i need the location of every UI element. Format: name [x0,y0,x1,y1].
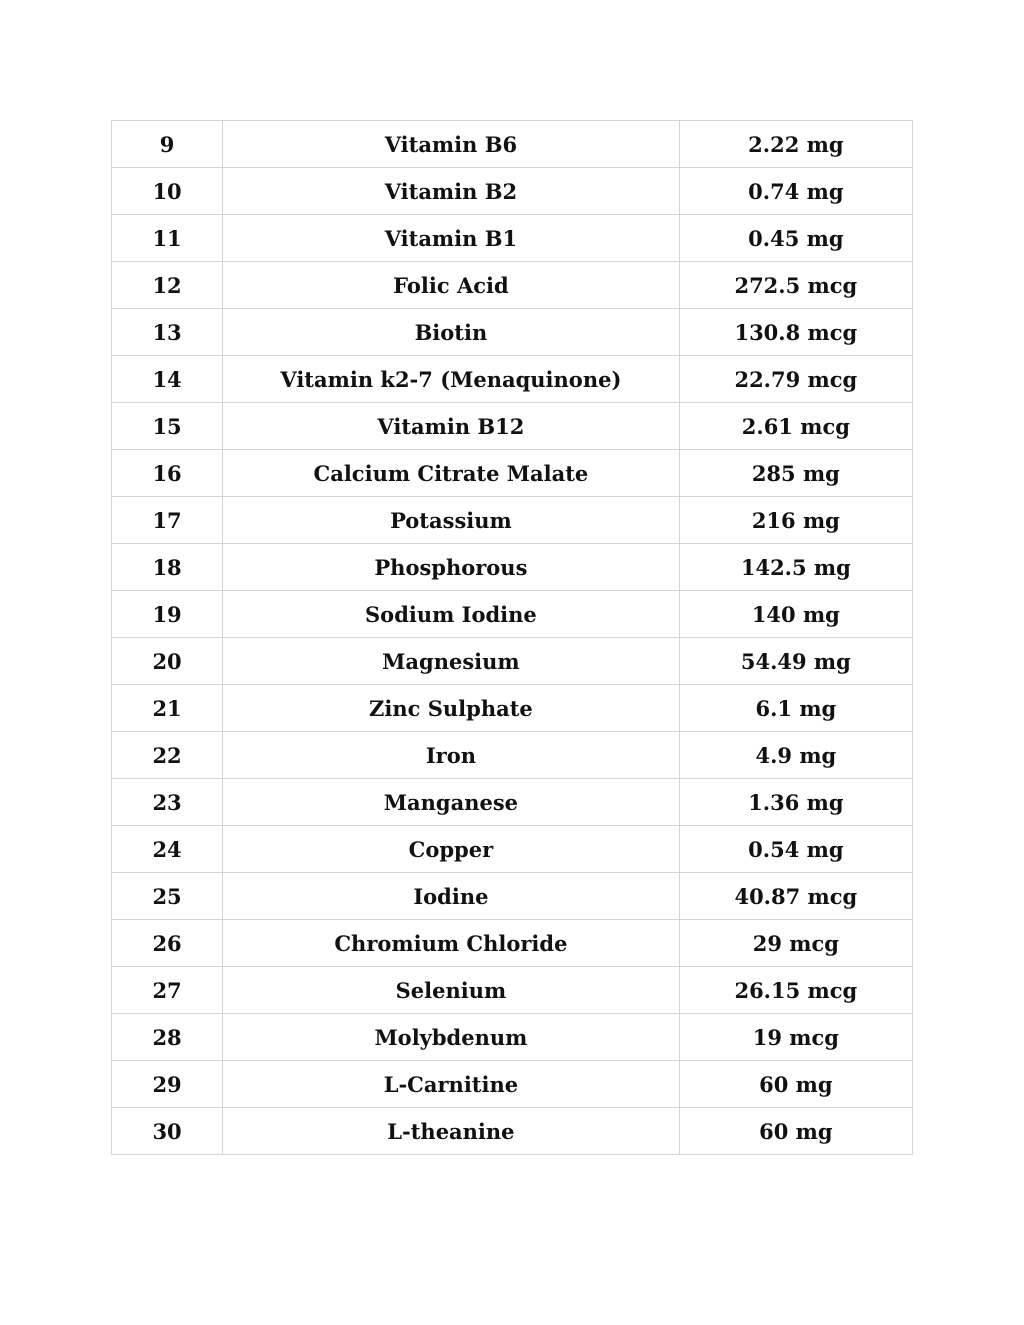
nutrient-name-cell: Vitamin B1 [223,215,680,262]
nutrient-amount-cell: 22.79 mcg [679,356,912,403]
table-row [112,1108,913,1155]
row-number-cell: 13 [112,309,223,356]
nutrient-name-cell: Copper [223,826,680,873]
nutrient-name-cell: Potassium [223,497,680,544]
nutrient-amount-cell: 6.1 mg [679,685,912,732]
nutrient-name-cell: L-Carnitine [223,1061,680,1108]
nutrient-amount-cell: 142.5 mg [679,544,912,591]
nutrient-name-cell: Zinc Sulphate [223,685,680,732]
table-row [112,544,913,591]
table-row [112,1014,913,1061]
row-number-cell: 26 [112,920,223,967]
nutrient-amount-cell: 2.22 mg [679,121,912,168]
nutrient-table-body [112,121,913,1155]
nutrient-name-cell: Manganese [223,779,680,826]
nutrient-amount-cell: 0.54 mg [679,826,912,873]
nutrient-name-cell: Selenium [223,967,680,1014]
nutrient-amount-cell: 216 mg [679,497,912,544]
table-row [112,685,913,732]
nutrient-name-cell: Folic Acid [223,262,680,309]
table-row [112,450,913,497]
table-row [112,826,913,873]
row-number-cell: 28 [112,1014,223,1061]
nutrient-amount-cell: 60 mg [679,1061,912,1108]
nutrient-amount-cell: 140 mg [679,591,912,638]
nutrient-name-cell: Iron [223,732,680,779]
table-row [112,920,913,967]
nutrient-amount-cell: 272.5 mcg [679,262,912,309]
row-number-cell: 20 [112,638,223,685]
nutrient-amount-cell: 130.8 mcg [679,309,912,356]
nutrient-name-cell: Vitamin B12 [223,403,680,450]
table-row [112,967,913,1014]
row-number-cell: 19 [112,591,223,638]
nutrient-amount-cell: 285 mg [679,450,912,497]
table-row [112,403,913,450]
nutrient-name-cell: L-theanine [223,1108,680,1155]
table-row [112,591,913,638]
nutrient-amount-cell: 54.49 mg [679,638,912,685]
nutrient-amount-cell: 4.9 mg [679,732,912,779]
nutrient-table [111,120,913,1155]
row-number-cell: 27 [112,967,223,1014]
nutrient-name-cell: Molybdenum [223,1014,680,1061]
table-row [112,638,913,685]
nutrient-amount-cell: 40.87 mcg [679,873,912,920]
row-number-cell: 12 [112,262,223,309]
table-row [112,215,913,262]
row-number-cell: 14 [112,356,223,403]
table-row [112,732,913,779]
nutrient-amount-cell: 0.74 mg [679,168,912,215]
row-number-cell: 24 [112,826,223,873]
table-row [112,262,913,309]
row-number-cell: 11 [112,215,223,262]
table-row [112,356,913,403]
row-number-cell: 25 [112,873,223,920]
row-number-cell: 29 [112,1061,223,1108]
row-number-cell: 23 [112,779,223,826]
nutrient-name-cell: Calcium Citrate Malate [223,450,680,497]
row-number-cell: 22 [112,732,223,779]
nutrient-amount-cell: 19 mcg [679,1014,912,1061]
nutrient-amount-cell: 1.36 mg [679,779,912,826]
nutrient-amount-cell: 2.61 mcg [679,403,912,450]
table-row [112,309,913,356]
nutrient-amount-cell: 29 mcg [679,920,912,967]
nutrient-name-cell: Sodium Iodine [223,591,680,638]
table-row [112,779,913,826]
nutrient-name-cell: Magnesium [223,638,680,685]
row-number-cell: 17 [112,497,223,544]
row-number-cell: 30 [112,1108,223,1155]
row-number-cell: 9 [112,121,223,168]
nutrient-name-cell: Biotin [223,309,680,356]
row-number-cell: 16 [112,450,223,497]
nutrient-amount-cell: 0.45 mg [679,215,912,262]
nutrient-amount-cell: 26.15 mcg [679,967,912,1014]
nutrient-name-cell: Vitamin k2-7 (Menaquinone) [223,356,680,403]
row-number-cell: 18 [112,544,223,591]
row-number-cell: 21 [112,685,223,732]
nutrient-name-cell: Phosphorous [223,544,680,591]
nutrient-name-cell: Iodine [223,873,680,920]
table-row [112,873,913,920]
nutrient-name-cell: Vitamin B6 [223,121,680,168]
nutrient-amount-cell: 60 mg [679,1108,912,1155]
table-row [112,121,913,168]
table-row [112,497,913,544]
row-number-cell: 10 [112,168,223,215]
table-row [112,168,913,215]
nutrient-name-cell: Vitamin B2 [223,168,680,215]
row-number-cell: 15 [112,403,223,450]
nutrient-name-cell: Chromium Chloride [223,920,680,967]
table-row [112,1061,913,1108]
